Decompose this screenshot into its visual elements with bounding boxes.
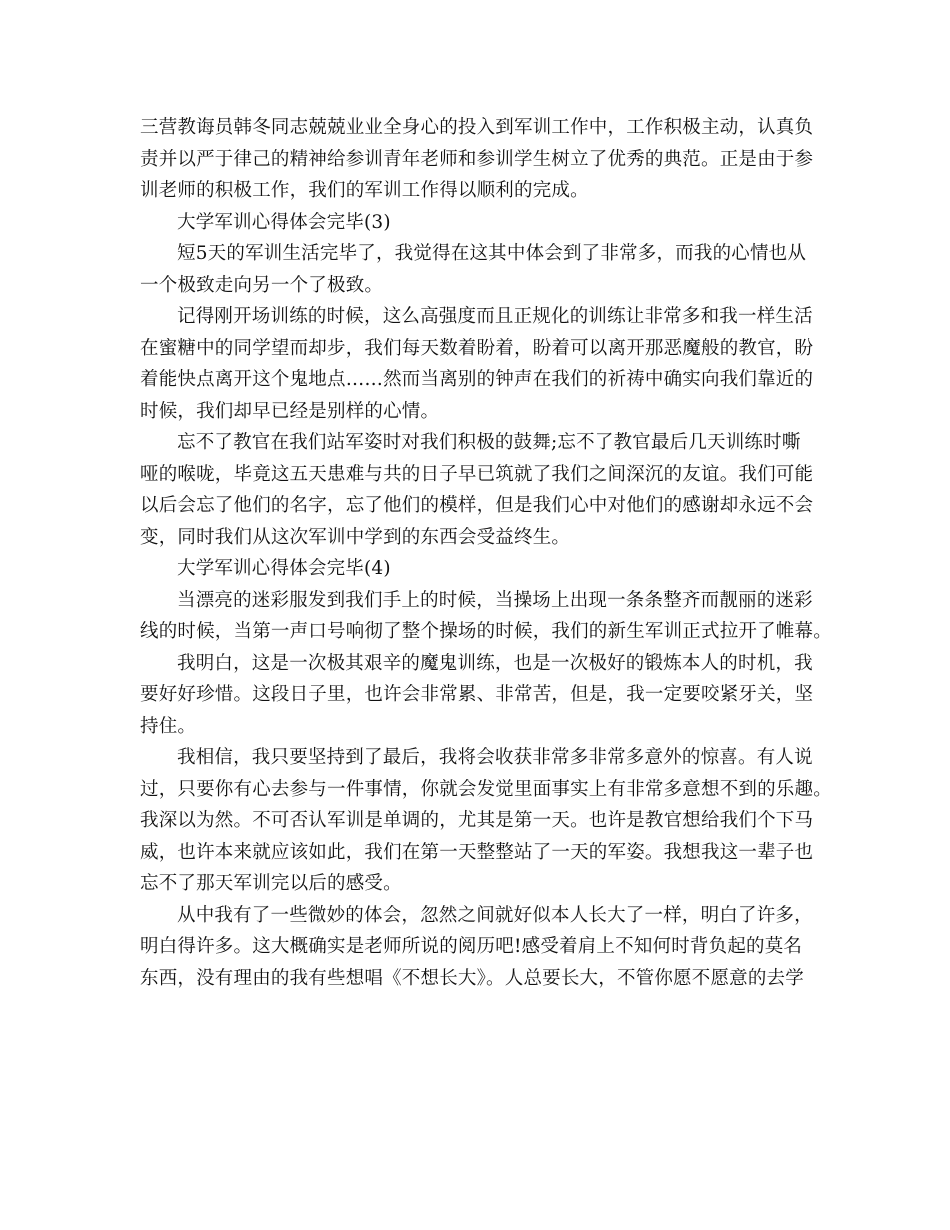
text-line: 要好好珍惜。这段日子里，也许会非常累、非常苦，但是，我一定要咬紧牙关，坚 <box>140 684 814 705</box>
text-line: 短5天的军训生活完毕了，我觉得在这其中体会到了非常多，而我的心情也从 <box>177 243 807 264</box>
text-line: 我明白，这是一次极其艰辛的魔鬼训练，也是一次极好的锻炼本人的时机，我 <box>177 652 813 674</box>
text-line: 大学军训心得体会完毕(3) <box>177 211 391 233</box>
text-line: 以后会忘了他们的名字，忘了他们的模样，但是我们心中对他们的感谢却永远不会 <box>140 495 814 516</box>
text-line: 明白得许多。这大概确实是老师所说的阅历吧!感受着肩上不知何时背负起的莫名 <box>140 936 803 957</box>
text-line: 变，同时我们从这次军训中学到的东西会受益终生。 <box>140 526 571 548</box>
text-line: 线的时候，当第一声口号响彻了整个操场的时候，我们的新生军训正式拉开了帷幕。 <box>140 621 832 642</box>
text-line: 哑的喉咙，毕竟这五天患难与共的日子早已筑就了我们之间深沉的友谊。我们可能 <box>140 463 814 485</box>
text-line: 忘不了那天军训完以后的感受。 <box>140 873 402 894</box>
text-line: 时候，我们却早已经是别样的心情。 <box>140 400 440 422</box>
text-line: 责并以严于律己的精神给参训青年老师和参训学生树立了优秀的典范。正是由于参 <box>140 148 814 170</box>
text-line: 记得刚开场训练的时候，这么高强度而且正规化的训练让非常多和我一样生活 <box>177 306 813 327</box>
text-line: 着能快点离开这个鬼地点……然而当离别的钟声在我们的祈祷中确实向我们靠近的 <box>140 369 814 390</box>
text-line: 当漂亮的迷彩服发到我们手上的时候，当操场上出现一条条整齐而靓丽的迷彩 <box>177 589 813 611</box>
text-line: 我相信，我只要坚持到了最后，我将会收获非常多非常多意外的惊喜。有人说 <box>177 747 813 768</box>
document-page <box>140 112 832 994</box>
text-line: 大学军训心得体会完毕(4) <box>177 558 391 579</box>
text-line: 我深以为然。不可否认军训是单调的，尤其是第一天。也许是教官想给我们个下马 <box>140 810 814 831</box>
text-line: 持住。 <box>140 715 197 737</box>
text-line: 东西，没有理由的我有些想唱《不想长大》。人总要长大，不管你愿不愿意的去学 <box>140 967 804 989</box>
text-line: 在蜜糖中的同学望而却步，我们每天数着盼着，盼着可以离开那恶魔般的教官，盼 <box>140 337 814 359</box>
text-line: 训老师的积极工作，我们的军训工作得以顺利的完成。 <box>140 180 589 201</box>
text-line: 三营教诲员韩冬同志兢兢业业全身心的投入到军训工作中，工作积极主动，认真负 <box>140 117 814 138</box>
text-line: 忘不了教官在我们站军姿时对我们积极的鼓舞;忘不了教官最后几天训练时嘶 <box>177 432 801 453</box>
text-line: 从中我有了一些微妙的体会，忽然之间就好似本人长大了一样，明白了许多， <box>177 904 813 926</box>
text-line: 一个极致走向另一个了极致。 <box>140 274 384 296</box>
text-line: 威，也许本来就应该如此，我们在第一天整整站了一天的军姿。我想我这一辈子也 <box>140 841 814 863</box>
text-line: 过，只要你有心去参与一件事情，你就会发觉里面事实上有非常多意想不到的乐趣。 <box>140 778 832 800</box>
